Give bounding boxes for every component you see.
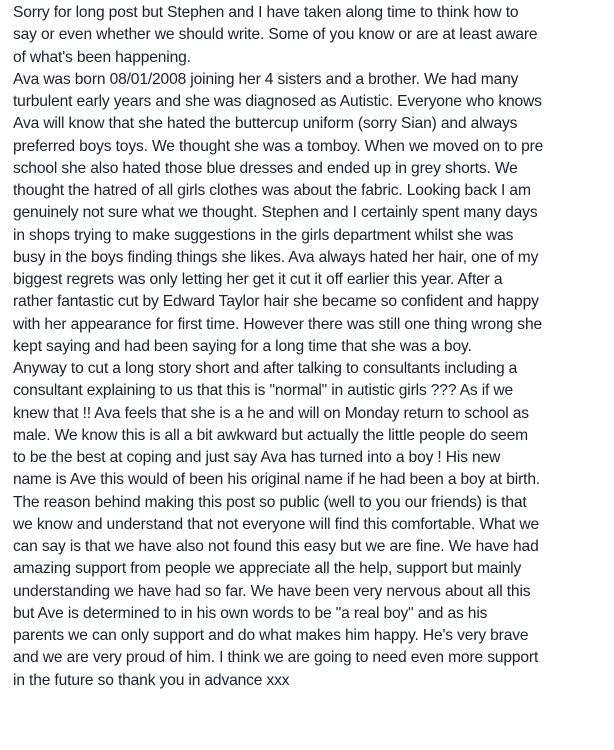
post-body	[13, 2, 611, 692]
post-text-line: parents we can only support and do what makes him happy. He's very brave	[13, 627, 529, 644]
post-text-line: kept saying and had been saying for a long time that she was a boy.	[13, 337, 472, 355]
post-text-line: with her appearance for first time. However there was still one thing wrong she	[13, 315, 542, 333]
post-text-line: of what's been happening.	[13, 48, 191, 66]
post-text-line: consultant explaining to us that this is "normal" in autistic girls ??? As if we	[13, 382, 514, 400]
post-text-line: to be the best at coping and just say Ava has turned into a boy ! His new	[13, 449, 501, 466]
post-text-line: genuinely not sure what we thought. Stephen and I certainly spent many days	[13, 204, 538, 222]
post-text-line: biggest regrets was only letting her get it cut it off earlier this year. After a	[13, 271, 503, 288]
post-text-line: knew that !! Ava feels that she is a he and will on Monday return to school as	[13, 404, 529, 422]
post-text-line: but Ave is determined to in his own words to be "a real boy" and as his	[13, 604, 488, 622]
post-text-line: amazing support from people we appreciate all the help, support but mainly	[13, 560, 522, 578]
post-text-line: can say is that we have also not found this easy but we are fine. We have had	[13, 538, 539, 555]
post-text-line: preferred boys toys. We thought she was a tomboy. When we moved on to pre	[13, 137, 544, 155]
post-text-line: name is Ave this would of been his original name if he had been a boy at birth.	[13, 471, 541, 489]
post-text-line: male. We know this is all a bit awkward but actually the little people do seem	[13, 426, 528, 444]
post-text-line: and we are very proud of him. I think we are going to need even more support	[13, 649, 539, 667]
post-text-line: Anyway to cut a long story short and after talking to consultants including a	[13, 360, 518, 377]
post-text-line: rather fantastic cut by Edward Taylor hair she became so confident and happy	[13, 293, 539, 311]
post-text-line: understanding we have had so far. We have been very nervous about all this	[13, 582, 531, 600]
post-text-line: Ava was born 08/01/2008 joining her 4 sisters and a brother. We had many	[13, 70, 519, 88]
post-text-line: busy in the boys finding things she likes. Ava always hated her hair, one of my	[13, 248, 539, 266]
post-text-line: Sorry for long post but Stephen and I have taken along time to think how to	[13, 4, 519, 21]
post-text-line: we know and understand that not everyone will find this comfortable. What we	[13, 515, 540, 533]
post-text-line: school she also hated those blue dresses and ended up in grey shorts. We	[13, 159, 518, 177]
post-text-line: in the future so thank you in advance xxx	[13, 671, 290, 689]
post-text-line: say or even whether we should write. Some of you know or are at least aware	[13, 26, 538, 44]
post-text-line: Ava will know that she hated the buttercup uniform (sorry Sian) and always	[13, 115, 518, 133]
post-text-line: in shops trying to make suggestions in the girls department whilst she was	[13, 226, 514, 244]
post-text-line: thought the hatred of all girls clothes was about the fabric. Looking back I am	[13, 182, 531, 199]
post-text-line: The reason behind making this post so public (well to you our friends) is that	[13, 493, 527, 511]
post-text-line: turbulent early years and she was diagnosed as Autistic. Everyone who knows	[13, 93, 542, 110]
